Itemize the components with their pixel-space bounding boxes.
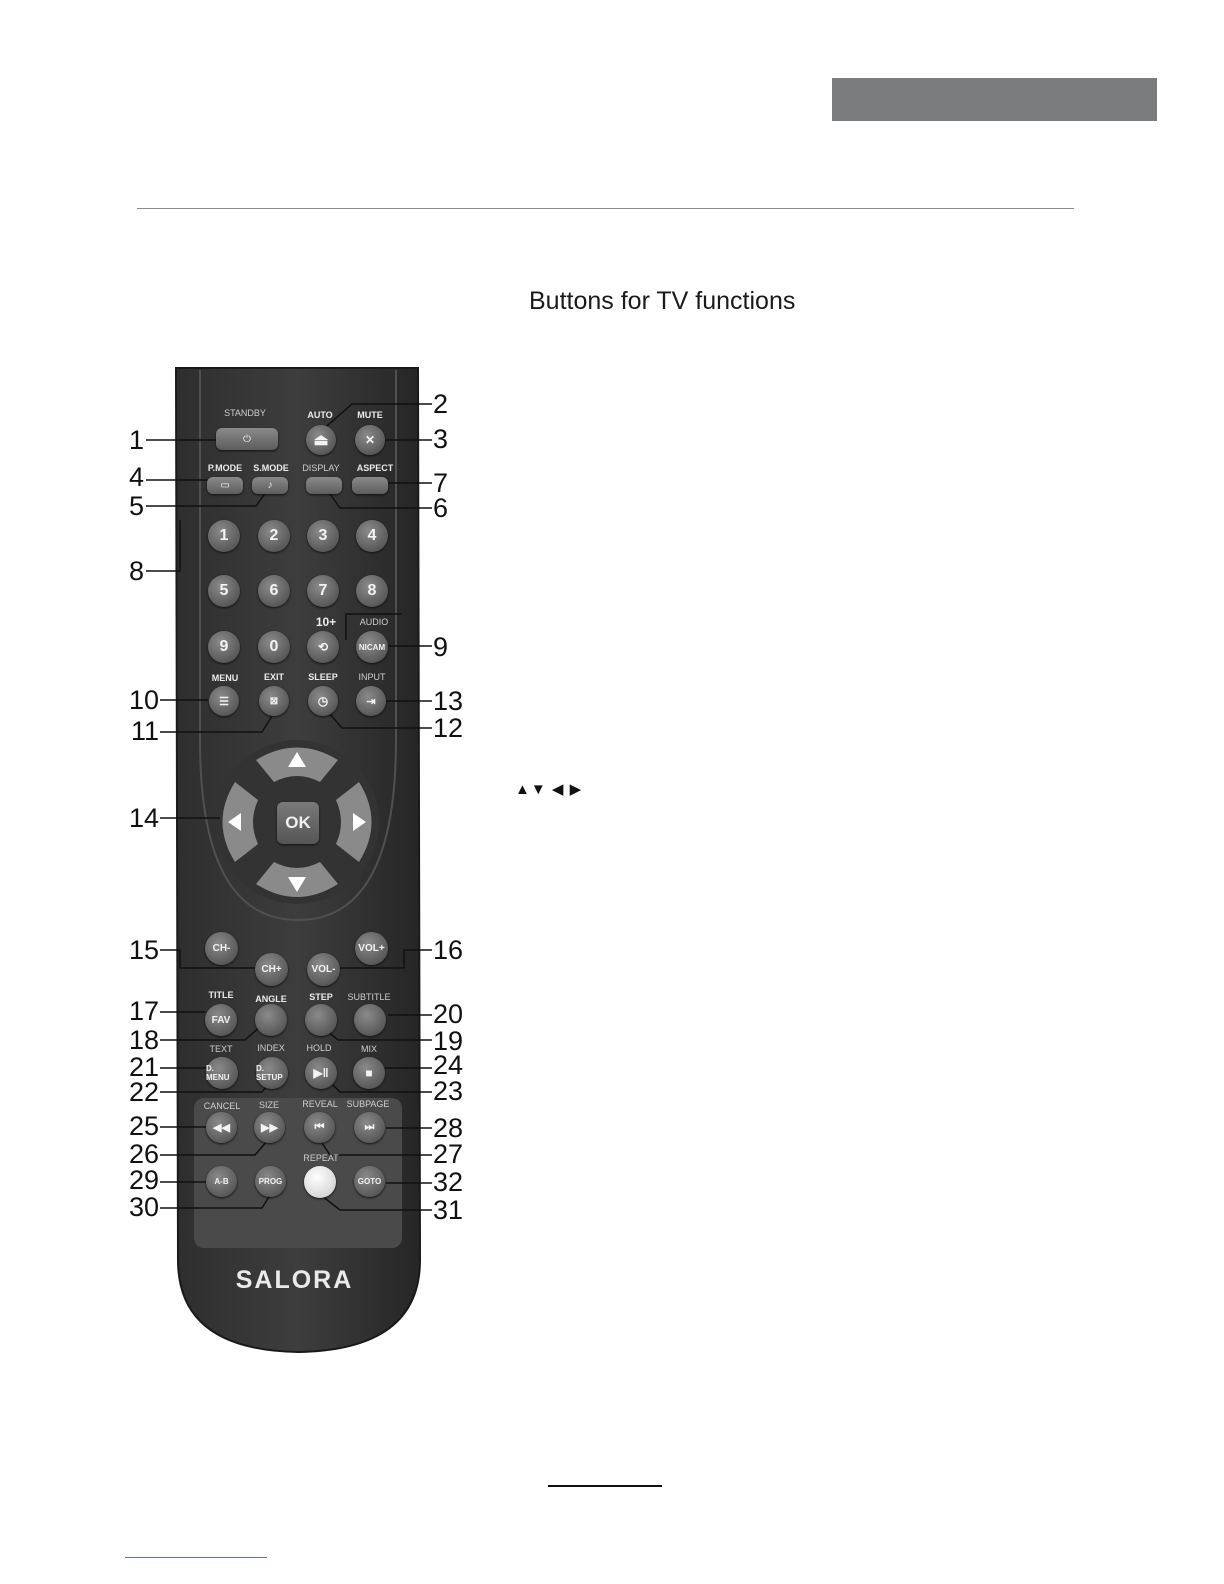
reveal-button[interactable] [304, 1112, 335, 1143]
ten-plus-button[interactable] [307, 631, 339, 663]
digit-0-button[interactable]: 0 [258, 631, 290, 663]
digit-8-button[interactable]: 8 [356, 575, 388, 607]
callout-29: 29 [128, 1165, 159, 1195]
footer-rule [548, 1485, 662, 1487]
prog-button[interactable]: PROG [255, 1166, 286, 1197]
callout-15: 15 [128, 935, 159, 965]
dpad-up-button[interactable] [256, 742, 338, 778]
digit-7-button[interactable]: 7 [307, 575, 339, 607]
callout-10: 10 [128, 685, 159, 715]
callout-5: 5 [128, 491, 144, 521]
play-pause-icon: ▶‖ [313, 1066, 329, 1080]
mix-button[interactable] [353, 1057, 385, 1089]
cancel-label: CANCEL [203, 1101, 241, 1111]
size-label: SIZE [258, 1100, 279, 1110]
vol-plus-button[interactable]: VOL+ [355, 932, 388, 965]
callout-6: 6 [433, 493, 449, 523]
callout-23: 23 [433, 1076, 464, 1106]
digit-1-button[interactable]: 1 [208, 520, 240, 552]
size-button[interactable] [254, 1112, 285, 1143]
audio-label: AUDIO [359, 617, 389, 627]
section-tab-bar [832, 78, 1157, 121]
ok-button[interactable]: OK [277, 802, 319, 844]
callout-1: 1 [128, 425, 144, 455]
callout-30: 30 [128, 1192, 159, 1222]
fav-button[interactable]: FAV [205, 1004, 237, 1036]
subtitle-button[interactable] [354, 1004, 386, 1036]
subpage-button[interactable] [354, 1112, 385, 1143]
auto-button[interactable] [306, 425, 336, 455]
arrow-keys-symbols: ▲▼ ◀ ▶ [515, 781, 583, 798]
subtitle-label: SUBTITLE [347, 992, 391, 1002]
pmode-label: P.MODE [207, 463, 243, 473]
exit-box-icon: ⊠ [269, 695, 279, 707]
aspect-label: ASPECT [356, 463, 394, 473]
smode-button[interactable] [252, 477, 288, 494]
mute-button[interactable] [355, 425, 385, 455]
cancel-button[interactable] [206, 1112, 237, 1143]
dpad-right-button[interactable] [340, 782, 380, 862]
dsetup-button[interactable]: D. SETUP [256, 1057, 288, 1089]
brand-logo: SALORA [235, 1266, 354, 1294]
reveal-label: REVEAL [302, 1099, 338, 1109]
callout-31: 31 [433, 1195, 464, 1225]
aspect-button[interactable] [352, 477, 388, 494]
picture-icon: ▭ [220, 480, 230, 491]
callout-22: 22 [128, 1077, 159, 1107]
index-label: INDEX [257, 1043, 285, 1053]
callout-9: 9 [433, 632, 449, 662]
callout-20: 20 [433, 999, 464, 1029]
skip-forward-icon: ⏭ [364, 1121, 375, 1133]
step-button[interactable] [305, 1004, 337, 1036]
mute-label: MUTE [357, 410, 383, 420]
dmenu-button[interactable]: D. MENU [206, 1057, 238, 1089]
header-rule [137, 208, 1074, 209]
callout-2: 2 [433, 389, 449, 419]
callout-28: 28 [433, 1113, 464, 1143]
standby-label: STANDBY [224, 408, 266, 418]
callout-14: 14 [128, 803, 159, 833]
page-heading: Buttons for TV functions [529, 287, 796, 315]
callout-26: 26 [128, 1139, 159, 1169]
ab-button[interactable]: A-B [206, 1166, 237, 1197]
remote-control-illustration [120, 360, 480, 1360]
callout-32: 32 [433, 1167, 464, 1197]
sleep-button[interactable] [308, 686, 338, 716]
hold-label: HOLD [306, 1043, 332, 1053]
callout-13: 13 [433, 686, 464, 716]
callout-27: 27 [433, 1139, 464, 1169]
ch-plus-button[interactable]: CH+ [255, 953, 288, 986]
repeat-button[interactable] [304, 1166, 336, 1198]
input-label: INPUT [358, 672, 386, 682]
smode-label: S.MODE [253, 463, 289, 473]
repeat-label: REPEAT [303, 1153, 339, 1163]
callout-4: 4 [128, 462, 144, 492]
menu-label: MENU [211, 673, 239, 683]
standby-button[interactable] [216, 428, 278, 450]
display-label: DISPLAY [302, 463, 340, 473]
callout-25: 25 [128, 1111, 159, 1141]
rewind-icon: ◀◀ [213, 1122, 230, 1134]
exit-button[interactable] [259, 686, 289, 716]
angle-button[interactable] [255, 1004, 287, 1036]
callout-12: 12 [433, 713, 464, 743]
digit-6-button[interactable]: 6 [258, 575, 290, 607]
mute-speaker-icon: ✕ [364, 433, 376, 447]
nicam-button[interactable]: NICAM [356, 631, 388, 663]
pmode-button[interactable] [207, 477, 243, 494]
subpage-label: SUBPAGE [346, 1099, 390, 1109]
sleep-label: SLEEP [308, 672, 338, 682]
callout-16: 16 [433, 935, 464, 965]
dpad-down-button[interactable] [256, 866, 338, 902]
title-label: TITLE [208, 990, 234, 1000]
dpad-left-button[interactable] [216, 782, 256, 862]
clock-icon: ◷ [317, 694, 329, 708]
exit-label: EXIT [263, 672, 284, 682]
digit-5-button[interactable]: 5 [208, 575, 240, 607]
callout-24: 24 [433, 1050, 464, 1080]
digit-3-button[interactable]: 3 [307, 520, 339, 552]
callout-21: 21 [128, 1052, 159, 1082]
digit-2-button[interactable]: 2 [258, 520, 290, 552]
stop-icon: ■ [365, 1066, 373, 1080]
input-button[interactable] [356, 686, 386, 716]
input-arrow-icon: ⇥ [366, 695, 376, 708]
auto-label: AUTO [307, 410, 333, 420]
mix-label: MIX [360, 1044, 377, 1054]
text-label: TEXT [209, 1044, 233, 1054]
power-icon: ⏻ [243, 433, 251, 445]
menu-list-icon: ☰ [219, 695, 229, 708]
skip-back-icon: ⏮ [314, 1121, 325, 1133]
ten-plus-label: 10+ [315, 615, 337, 629]
ch-minus-button[interactable]: CH- [205, 932, 238, 965]
menu-button[interactable] [209, 686, 239, 716]
callout-17: 17 [128, 996, 159, 1026]
callout-19: 19 [433, 1026, 464, 1056]
callout-18: 18 [128, 1025, 159, 1055]
callout-7: 7 [433, 468, 449, 498]
vol-minus-button[interactable]: VOL- [307, 953, 340, 986]
callout-3: 3 [433, 424, 449, 454]
callout-11: 11 [130, 716, 159, 746]
goto-button[interactable]: GOTO [354, 1166, 385, 1197]
eject-icon: ⏏ [313, 432, 329, 449]
display-button[interactable] [306, 477, 342, 494]
step-label: STEP [309, 992, 333, 1002]
callout-8: 8 [128, 556, 144, 586]
digit-9-button[interactable]: 9 [208, 631, 240, 663]
music-note-icon: ♪ [267, 480, 273, 491]
footer-link-underline[interactable] [125, 1557, 267, 1558]
hold-button[interactable] [305, 1057, 337, 1089]
digit-4-button[interactable]: 4 [356, 520, 388, 552]
loop-icon: ⟲ [317, 640, 329, 654]
angle-label: ANGLE [255, 994, 287, 1004]
fast-forward-icon: ▶▶ [261, 1122, 278, 1134]
